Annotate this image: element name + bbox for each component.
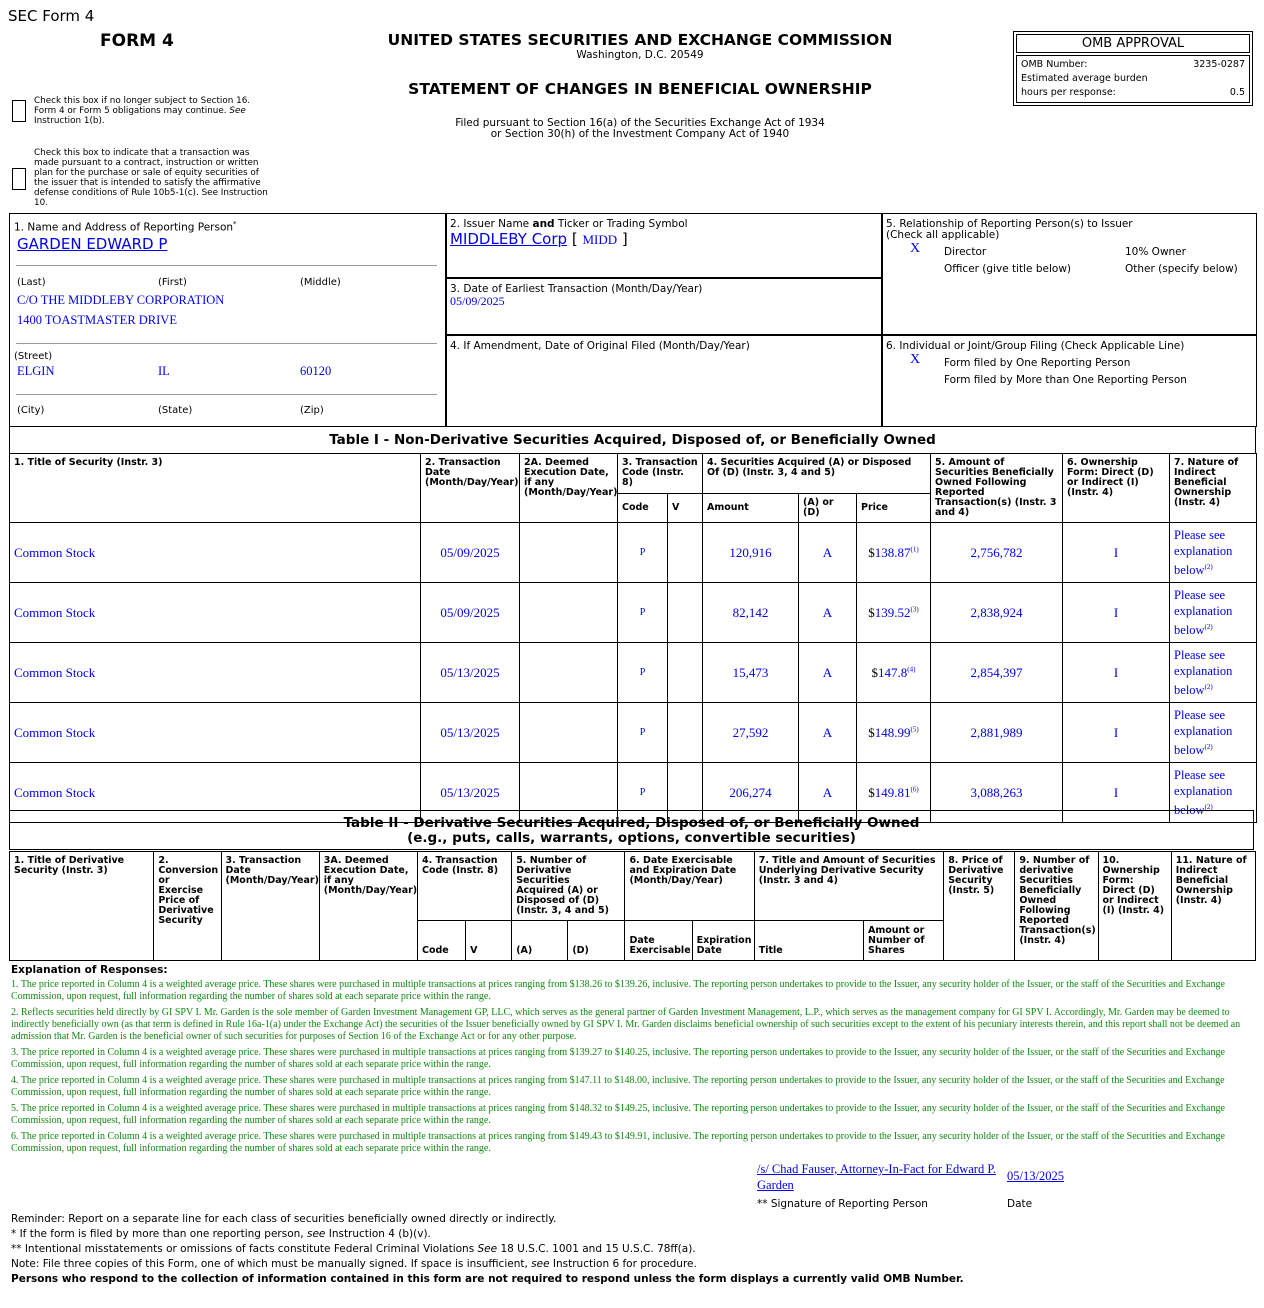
nature-of-ownership xyxy=(1170,583,1257,643)
state-value: IL xyxy=(158,364,170,378)
amount: 120,916 xyxy=(703,523,799,583)
transaction-code: P xyxy=(618,583,668,643)
dollar-sign: $ xyxy=(871,664,879,680)
t2-header-owned: 9. Number of derivative Securities Beneficially Owned Following Reported Transaction(s) (Instr. 4) xyxy=(1015,852,1098,961)
table-row xyxy=(10,523,1257,583)
ownership-form: I xyxy=(1063,583,1170,643)
address-line-2: 1400 TOASTMASTER DRIVE xyxy=(17,313,177,327)
nature-text: Please see explanation below xyxy=(1174,767,1233,818)
transaction-date: 05/13/2025 xyxy=(421,643,520,703)
state-label: (State) xyxy=(158,405,193,416)
divider xyxy=(16,343,437,344)
acquired-disposed: A xyxy=(799,523,857,583)
t2-sub-amount: Amount or Number of Shares xyxy=(864,921,944,961)
explanation-title: Explanation of Responses: xyxy=(11,964,168,976)
last-label: (Last) xyxy=(17,277,46,288)
bracket-close: ] xyxy=(621,230,628,248)
table-row xyxy=(10,643,1257,703)
box2-label-and: and xyxy=(532,218,555,230)
zip-label: (Zip) xyxy=(300,405,324,416)
box1-asterisk: * xyxy=(233,220,237,228)
nature-of-ownership xyxy=(1170,523,1257,583)
transaction-date: 05/13/2025 xyxy=(421,703,520,763)
reporting-person-name-link[interactable]: GARDEN EDWARD P xyxy=(17,235,168,253)
price-value: 138.87 xyxy=(874,544,911,560)
director-check-mark: X xyxy=(910,241,921,256)
omb-approval-box xyxy=(1013,31,1253,106)
t2-header-underlying: 7. Title and Amount of Securities Underlying Derivative Security (Instr. 3 and 4) xyxy=(754,852,943,921)
section16-see: See xyxy=(229,106,246,116)
t1-header-acquired: 4. Securities Acquired (A) or Disposed Of (D) (Instr. 3, 4 and 5) xyxy=(703,454,931,494)
divider xyxy=(16,394,437,395)
price xyxy=(857,523,931,583)
t2-sub-expiration: Expiration Date xyxy=(692,921,754,961)
nature-text: Please see explanation below xyxy=(1174,587,1233,638)
t1-header-date: 2. Transaction Date (Month/Day/Year) xyxy=(421,454,520,523)
t1-header-title: 1. Title of Security (Instr. 3) xyxy=(10,454,421,523)
t1-header-code: 3. Transaction Code (Instr. 8) xyxy=(618,454,703,494)
owned-following: 2,838,924 xyxy=(931,583,1063,643)
address-line-1: C/O THE MIDDLEBY CORPORATION xyxy=(17,293,225,307)
owned-following: 3,088,263 xyxy=(931,763,1063,823)
section16-text xyxy=(34,96,264,126)
table2 xyxy=(9,851,1256,961)
t2-header-nature: 11. Nature of Indirect Beneficial Ownership (Instr. 4) xyxy=(1171,852,1255,961)
nature-text: Please see explanation below xyxy=(1174,647,1233,698)
price-footnote: (5) xyxy=(910,725,919,734)
ownership-form: I xyxy=(1063,643,1170,703)
price xyxy=(857,643,931,703)
dollar-sign: $ xyxy=(868,544,875,560)
amount: 82,142 xyxy=(703,583,799,643)
acquired-disposed: A xyxy=(799,763,857,823)
footer-line-3-b: Instruction 6 for procedure. xyxy=(552,1258,697,1270)
acquired-disposed: A xyxy=(799,643,857,703)
footer-line-1-a: * If the form is filed by more than one reporting person, xyxy=(11,1228,304,1240)
issuer-box xyxy=(445,213,883,279)
price-footnote: (1) xyxy=(910,545,919,554)
footer-line-3-see: see xyxy=(531,1258,550,1270)
box2-label-b: Ticker or Trading Symbol xyxy=(554,218,688,230)
amount: 27,592 xyxy=(703,703,799,763)
acquired-disposed: A xyxy=(799,583,857,643)
transaction-code: P xyxy=(618,643,668,703)
box5-label-2: (Check all applicable) xyxy=(886,229,1000,241)
box6-label: 6. Individual or Joint/Group Filing (Check Applicable Line) xyxy=(886,340,1185,352)
nature-text: Please see explanation below xyxy=(1174,527,1233,578)
price-footnote: (3) xyxy=(910,605,919,614)
v-cell xyxy=(668,643,703,703)
v-cell xyxy=(668,703,703,763)
transaction-date: 05/09/2025 xyxy=(421,583,520,643)
box3-label: 3. Date of Earliest Transaction (Month/Day/Year) xyxy=(450,283,703,295)
t2-header-deemed: 3A. Deemed Execution Date, if any (Month/Day/Year) xyxy=(319,852,417,961)
dollar-sign: $ xyxy=(868,604,875,620)
ownership-form: I xyxy=(1063,763,1170,823)
table1 xyxy=(9,453,1257,823)
earliest-transaction-date: 05/09/2025 xyxy=(450,294,505,308)
ticker-symbol: MIDD xyxy=(582,232,618,247)
date-label: Date xyxy=(1007,1198,1033,1210)
agency-location: Washington, D.C. 20549 xyxy=(576,49,704,61)
footer-line-3 xyxy=(11,1258,697,1270)
dollar-sign: $ xyxy=(868,724,875,740)
omb-burden-label: Estimated average burden xyxy=(1021,73,1148,84)
filing-type-box xyxy=(881,334,1257,427)
footnote-5: 5. The price reported in Column 4 is a weighted average price. These shares were purchased in multiple transactions at prices ranging from $148.32 to $149.25, inclusive. The reporting person undertakes to provide to the Issuer, any security holder of the Issuer, or the staff of the Securities and Exchange Commission, upon request, full information regarding the number of shares sold at each separate price within the range. xyxy=(11,1103,1225,1126)
box2-label xyxy=(450,218,688,230)
t1-sub-code: Code xyxy=(618,493,668,522)
deemed-date xyxy=(520,643,618,703)
signature-date-link[interactable]: 05/13/2025 xyxy=(1007,1169,1064,1183)
security-title: Common Stock xyxy=(10,643,421,703)
v-cell xyxy=(668,583,703,643)
footnote-3: 3. The price reported in Column 4 is a weighted average price. These shares were purchased in multiple transactions at prices ranging from $139.27 to $140.25, inclusive. The reporting person undertakes to provide to the Issuer, any security holder of the Issuer, or the staff of the Securities and Exchange Commission, upon request, full information regarding the number of shares sold at each separate price within the range. xyxy=(11,1047,1225,1070)
price xyxy=(857,703,931,763)
bracket-open: [ xyxy=(571,230,578,248)
signature-link[interactable]: /s/ Chad Fauser, Attorney-In-Fact for Edward P. Garden xyxy=(757,1162,997,1192)
price-footnote: (6) xyxy=(910,785,919,794)
nature-of-ownership xyxy=(1170,703,1257,763)
rule10b5-text: Check this box to indicate that a transaction was made pursuant to a contract, instruction or written plan for the purchase or sale of equity securities of the issuer that is intended to satisfy the affirmative defense conditions of Rule 10b5-1(c). See Instruction 10. xyxy=(34,148,268,208)
security-title: Common Stock xyxy=(10,583,421,643)
reminder-text: Reminder: Report on a separate line for each class of securities beneficially owned directly or indirectly. xyxy=(11,1213,557,1225)
nature-footnote: (2) xyxy=(1204,682,1213,691)
footer-line-3-a: Note: File three copies of this Form, one of which must be manually signed. If space is insufficient, xyxy=(11,1258,528,1270)
footer-line-2-b: 18 U.S.C. 1001 and 15 U.S.C. 78ff(a). xyxy=(500,1243,696,1255)
table2-title xyxy=(9,810,1254,850)
box1-label-text: 1. Name and Address of Reporting Person xyxy=(14,221,234,234)
signature-label: ** Signature of Reporting Person xyxy=(757,1198,928,1210)
footnote-1: 1. The price reported in Column 4 is a weighted average price. These shares were purchased in multiple transactions at prices ranging from $138.26 to $139.26, inclusive. The reporting person undertakes to provide to the Issuer, any security holder of the Issuer, or the staff of the Securities and Exchange Commission, upon request, full information regarding the number of shares sold at each separate price within the range. xyxy=(11,979,1225,1002)
nature-of-ownership xyxy=(1170,643,1257,703)
omb-details xyxy=(1016,55,1250,103)
t1-sub-ad: (A) or (D) xyxy=(799,493,857,522)
t2-sub-exercisable: Date Exercisable xyxy=(625,921,692,961)
t2-header-exercisable: 6. Date Exercisable and Expiration Date (Month/Day/Year) xyxy=(625,852,754,921)
nature-footnote: (2) xyxy=(1204,562,1213,571)
t2-header-conversion: 2. Conversion or Exercise Price of Derivative Security xyxy=(154,852,221,961)
statement-title: STATEMENT OF CHANGES IN BENEFICIAL OWNERSHIP xyxy=(408,80,872,98)
footer-line-2-see: See xyxy=(477,1243,498,1255)
t1-header-deemed: 2A. Deemed Execution Date, if any (Month/Day/Year) xyxy=(520,454,618,523)
t1-header-nature: 7. Nature of Indirect Beneficial Ownership (Instr. 4) xyxy=(1170,454,1257,523)
omb-hours-value: 0.5 xyxy=(1229,87,1245,98)
security-title: Common Stock xyxy=(10,523,421,583)
price xyxy=(857,583,931,643)
owned-following: 2,854,397 xyxy=(931,643,1063,703)
ownership-form: I xyxy=(1063,703,1170,763)
deemed-date xyxy=(520,703,618,763)
t2-header-form: 10. Ownership Form: Direct (D) or Indirect (I) (Instr. 4) xyxy=(1098,852,1171,961)
section16-text-a: Check this box if no longer subject to Section 16. Form 4 or Form 5 obligations may continue. xyxy=(34,96,251,116)
city-value: ELGIN xyxy=(17,364,55,378)
amount: 206,274 xyxy=(703,763,799,823)
nature-text: Please see explanation below xyxy=(1174,707,1233,758)
box2-label-a: 2. Issuer Name xyxy=(450,218,533,230)
t2-header-date: 3. Transaction Date (Month/Day/Year) xyxy=(221,852,319,961)
t1-sub-amount: Amount xyxy=(703,493,799,522)
omb-title: OMB APPROVAL xyxy=(1016,34,1250,53)
t2-header-title: 1. Title of Derivative Security (Instr. 3) xyxy=(10,852,154,961)
divider xyxy=(16,265,437,266)
table2-title-1: Table II - Derivative Securities Acquired, Disposed of, or Beneficially Owned xyxy=(343,815,920,831)
transaction-code: P xyxy=(618,523,668,583)
footer-line-2 xyxy=(11,1243,696,1255)
box5-label-1: 5. Relationship of Reporting Person(s) to Issuer xyxy=(886,218,1133,230)
price-value: 139.52 xyxy=(874,604,911,620)
footer-line-1 xyxy=(11,1228,431,1240)
issuer-name-link[interactable]: MIDDLEBY Corp xyxy=(450,230,568,248)
page-title: SEC Form 4 xyxy=(8,7,95,25)
filed-pursuant-2: or Section 30(h) of the Investment Company Act of 1940 xyxy=(490,128,790,140)
t2-sub-code: Code xyxy=(417,921,465,961)
omb-number-value: 3235-0287 xyxy=(1193,59,1245,70)
omb-number-label: OMB Number: xyxy=(1021,59,1088,70)
footer-line-1-see: see xyxy=(306,1228,326,1240)
city-label: (City) xyxy=(17,405,45,416)
table1-title: Table I - Non-Derivative Securities Acquired, Disposed of, or Beneficially Owned xyxy=(9,426,1256,454)
acquired-disposed: A xyxy=(799,703,857,763)
t1-sub-v: V xyxy=(668,493,703,522)
price-value: 149.81 xyxy=(874,784,911,800)
other-label: Other (specify below) xyxy=(1125,263,1238,275)
amount: 15,473 xyxy=(703,643,799,703)
t1-header-form: 6. Ownership Form: Direct (D) or Indirect (I) (Instr. 4) xyxy=(1063,454,1170,523)
t2-header-code: 4. Transaction Code (Instr. 8) xyxy=(417,852,511,921)
ownership-form: I xyxy=(1063,523,1170,583)
transaction-code: P xyxy=(618,763,668,823)
middle-label: (Middle) xyxy=(300,277,341,288)
price-value: 147.8 xyxy=(878,664,908,680)
rule10b5-checkbox[interactable] xyxy=(12,168,26,190)
t2-sub-v: V xyxy=(466,921,512,961)
zip-value: 60120 xyxy=(300,364,332,378)
nature-footnote: (2) xyxy=(1204,622,1213,631)
table-row xyxy=(10,583,1257,643)
amendment-box xyxy=(445,334,883,427)
t2-sub-a: (A) xyxy=(512,921,568,961)
transaction-date: 05/13/2025 xyxy=(421,763,520,823)
section16-text-b: Instruction 1(b). xyxy=(34,116,105,126)
nature-footnote: (2) xyxy=(1204,742,1213,751)
price-footnote: (4) xyxy=(907,665,916,674)
filed-pursuant-1: Filed pursuant to Section 16(a) of the Securities Exchange Act of 1934 xyxy=(455,117,825,129)
t1-header-owned: 5. Amount of Securities Beneficially Owned Following Reported Transaction(s) (Instr. 3 and 4) xyxy=(931,454,1063,523)
deemed-date xyxy=(520,523,618,583)
footnote-6: 6. The price reported in Column 4 is a weighted average price. These shares were purchased in multiple transactions at prices ranging from $149.43 to $149.91, inclusive. The reporting person undertakes to provide to the Issuer, any security holder of the Issuer, or the staff of the Securities and Exchange Commission, upon request, full information regarding the number of shares sold at each separate price within the range. xyxy=(11,1131,1225,1154)
director-label: Director xyxy=(944,246,987,258)
first-label: (First) xyxy=(158,277,187,288)
omb-hours-label: hours per response: xyxy=(1021,87,1116,98)
security-title: Common Stock xyxy=(10,763,421,823)
one-person-label: Form filed by One Reporting Person xyxy=(944,357,1131,369)
reporting-person-box xyxy=(9,213,447,427)
omb-disclaimer: Persons who respond to the collection of information contained in this form are not required to respond unless the form displays a currently valid OMB Number. xyxy=(11,1273,964,1285)
box1-label xyxy=(14,220,237,234)
owned-following: 2,881,989 xyxy=(931,703,1063,763)
earliest-transaction-box xyxy=(445,277,883,336)
t2-sub-title: Title xyxy=(754,921,863,961)
transaction-code: P xyxy=(618,703,668,763)
footnote-4: 4. The price reported in Column 4 is a weighted average price. These shares were purchased in multiple transactions at prices ranging from $147.11 to $148.00, inclusive. The reporting person undertakes to provide to the Issuer, any security holder of the Issuer, or the staff of the Securities and Exchange Commission, upon request, full information regarding the number of shares sold at each separate price within the range. xyxy=(11,1075,1225,1098)
v-cell xyxy=(668,523,703,583)
box4-label: 4. If Amendment, Date of Original Filed (Month/Day/Year) xyxy=(450,340,750,352)
agency-name: UNITED STATES SECURITIES AND EXCHANGE COMMISSION xyxy=(387,31,893,49)
t1-sub-price: Price xyxy=(857,493,931,522)
more-persons-label: Form filed by More than One Reporting Person xyxy=(944,374,1187,386)
nature-footnote: (2) xyxy=(1204,802,1213,811)
one-person-check-mark: X xyxy=(910,352,921,367)
dollar-sign: $ xyxy=(868,784,875,800)
footer-line-1-b: Instruction 4 (b)(v). xyxy=(328,1228,431,1240)
t2-sub-d: (D) xyxy=(568,921,625,961)
price-value: 148.99 xyxy=(874,724,911,740)
deemed-date xyxy=(520,583,618,643)
officer-label: Officer (give title below) xyxy=(944,263,1072,275)
t2-header-number: 5. Number of Derivative Securities Acquired (A) or Disposed of (D) (Instr. 3, 4 and 5) xyxy=(512,852,625,921)
t2-header-price: 8. Price of Derivative Security (Instr. 5) xyxy=(944,852,1015,961)
security-title: Common Stock xyxy=(10,703,421,763)
footnote-2: 2. Reflects securities held directly by GI SPV I. Mr. Garden is the sole member of Garden Investment Management GP, LLC, which serves as the general partner of Garden Investment Management, L.P., which serves as the management company for GI SPV I. Accordingly, Mr. Garden may be deemed to indirectly beneficially own (as that term is defined in Rule 16a-1(a) under the Exchange Act) the securities of the Issuer beneficially owned by GI SPV I. Mr. Garden disclaims beneficial ownership of such securities except to the extent of his pecuniary interests therein, and this report shall not be deemed an admission that Mr. Garden is the beneficial owner of such securities for purposes of Section 16 of the Exchange Act or for any other purpose. xyxy=(11,1007,1241,1042)
transaction-date: 05/09/2025 xyxy=(421,523,520,583)
ten-percent-owner-label: 10% Owner xyxy=(1125,246,1186,258)
form-label: FORM 4 xyxy=(100,31,174,51)
owned-following: 2,756,782 xyxy=(931,523,1063,583)
section16-checkbox[interactable] xyxy=(12,100,26,122)
street-label: (Street) xyxy=(14,351,53,362)
relationship-box xyxy=(881,213,1257,336)
footer-line-2-a: ** Intentional misstatements or omissions of facts constitute Federal Criminal Violations xyxy=(11,1243,475,1255)
table-row xyxy=(10,703,1257,763)
issuer-line xyxy=(450,230,628,248)
table2-title-2: (e.g., puts, calls, warrants, options, convertible securities) xyxy=(407,830,856,846)
